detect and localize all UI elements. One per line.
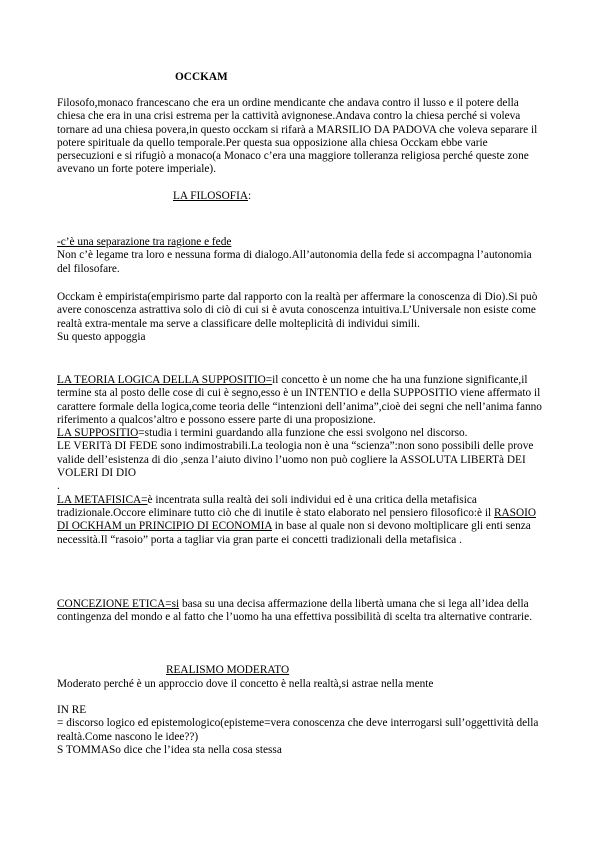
suppositio2-label: LA SUPPOSITIO <box>57 427 139 440</box>
realismo-section <box>57 678 547 691</box>
metafisica-paragraph <box>57 494 547 547</box>
suppositio-paragraph <box>57 374 547 427</box>
rasoio-text: in base al quale non si devono moltiplicare gli enti senza necessità.Il “rasoio” porta a tagliar via gran parte ei concetti tradizionali della metafisica . <box>57 520 531 546</box>
filosofia-heading-text: LA FILOSOFIA <box>173 190 249 202</box>
filosofia-heading-colon: : <box>248 190 252 202</box>
metafisica-text: è incentrata sulla realtà dei soli individui ed è una critica della metafisica tradizionale.Occore eliminare tutto ciò che di inutile è stato elaborato nel pensiero filosofico:è il <box>57 493 492 519</box>
etica-text: basa su una decisa affermazione della libertà umana che si lega all’idea della contingenza del mondo e al fatto che l’uomo ha una effettiva possibilità di scelta tra alternative contrarie. <box>57 598 533 624</box>
suppositio2-text: =studia i termini guardando alla funzione che essi svolgono nel discorso. <box>138 427 468 440</box>
suppositio2-paragraph <box>57 427 547 440</box>
realismo-text: Moderato perché è un approccio dove il concetto è nella realtà,si astrae nella mente <box>57 678 434 690</box>
separazione-heading: -c’è una separazione tra ragione e fede <box>57 236 232 248</box>
realismo-heading-block <box>166 664 366 677</box>
page-title: OCCKAM <box>175 71 228 83</box>
intro-paragraph <box>57 97 547 177</box>
rasoio-label: RASOIO DI OCKHAM un PRINCIPIO DI ECONOMIA <box>57 506 537 533</box>
intro-text: Filosofo,monaco francescano che era un ordine mendicante che andava contro il lusso e il potere della chiesa che era in una crisi estrema per la cattività avignonese.Andava contro la chiesa perché si voleva tornare ad una chiesa povera,in questo occkam si rifarà a MARSILIO DA PADOVA che voleva separare il potere spirituale da quello temporale.Per questa sua opposizione alla chiesa Occkam ebbe varie persecuzioni e si rifugiò a monaco(a Monaco c’era una maggiore tolleranza religiosa perché queste zone avevano un forte potere imperiale). <box>57 97 538 176</box>
filosofia-heading-block <box>173 190 373 203</box>
suppositio-text: il concetto è un nome che ha una funzione significante,il termine sta al posto delle cose di cui è segno,esso è un INTENTIO e della SUPPOSITIO viene affermato il carattere formale della logica,come teoria delle “intenzioni dell’anima”,cioè dei segni che nell’anima fanno riferimento a qualcos’altro e possono essere parte di una proposizione. <box>57 374 542 426</box>
etica-label: CONCEZIONE ETICA=si <box>57 598 180 610</box>
filosofia-heading <box>173 190 373 203</box>
discorso-text: = discorso logico ed epistemologico(episteme=vera conoscenza che deve interrogarsi sull’oggettività della realtà.Come nascono le idee??) <box>57 717 539 743</box>
separazione-text: Non c’è legame tra loro e nessuna forma di dialogo.All’autonomia della fede si accompagna l’autonomia del filosofare. <box>57 249 532 275</box>
etica-section <box>57 598 547 625</box>
empirista-section <box>57 291 547 344</box>
separazione-section <box>57 236 547 276</box>
realismo-heading: REALISMO MODERATO <box>166 664 290 676</box>
in-re-text: IN RE <box>57 704 87 716</box>
suppositio-section <box>57 374 547 547</box>
in-re-section <box>57 704 547 757</box>
metafisica-label: LA METAFISICA= <box>57 493 148 506</box>
appoggia-text: Su questo appoggia <box>57 330 146 343</box>
empirista-text: Occkam è empirista(empirismo parte dal rapporto con la realtà per affermare la conoscenza di Dio).Si può avere conoscenza astrattiva solo di ciò di cui si è avuta conoscenza intuitiva.L’Universale non esiste come realtà extra-mentale ma serve a classificare delle molteplicità di individui simili. <box>57 291 538 330</box>
verita-text: LE VERITà DI FEDE sono indimostrabili.La teologia non è una “scienza”:non sono possibili delle prove valide dell’esistenza di dio ,senza l’aiuto divino l’uomo non può cogliere la ASSOLUTA LIBERTà DEI VOLERI DI DIO <box>57 440 534 480</box>
etica-paragraph <box>57 598 547 625</box>
dot-text: . <box>57 480 60 493</box>
tommaso-text: S TOMMASo dice che l’idea sta nella cosa stessa <box>57 743 282 756</box>
suppositio-label: LA TEORIA LOGICA DELLA SUPPOSITIO= <box>57 374 273 386</box>
